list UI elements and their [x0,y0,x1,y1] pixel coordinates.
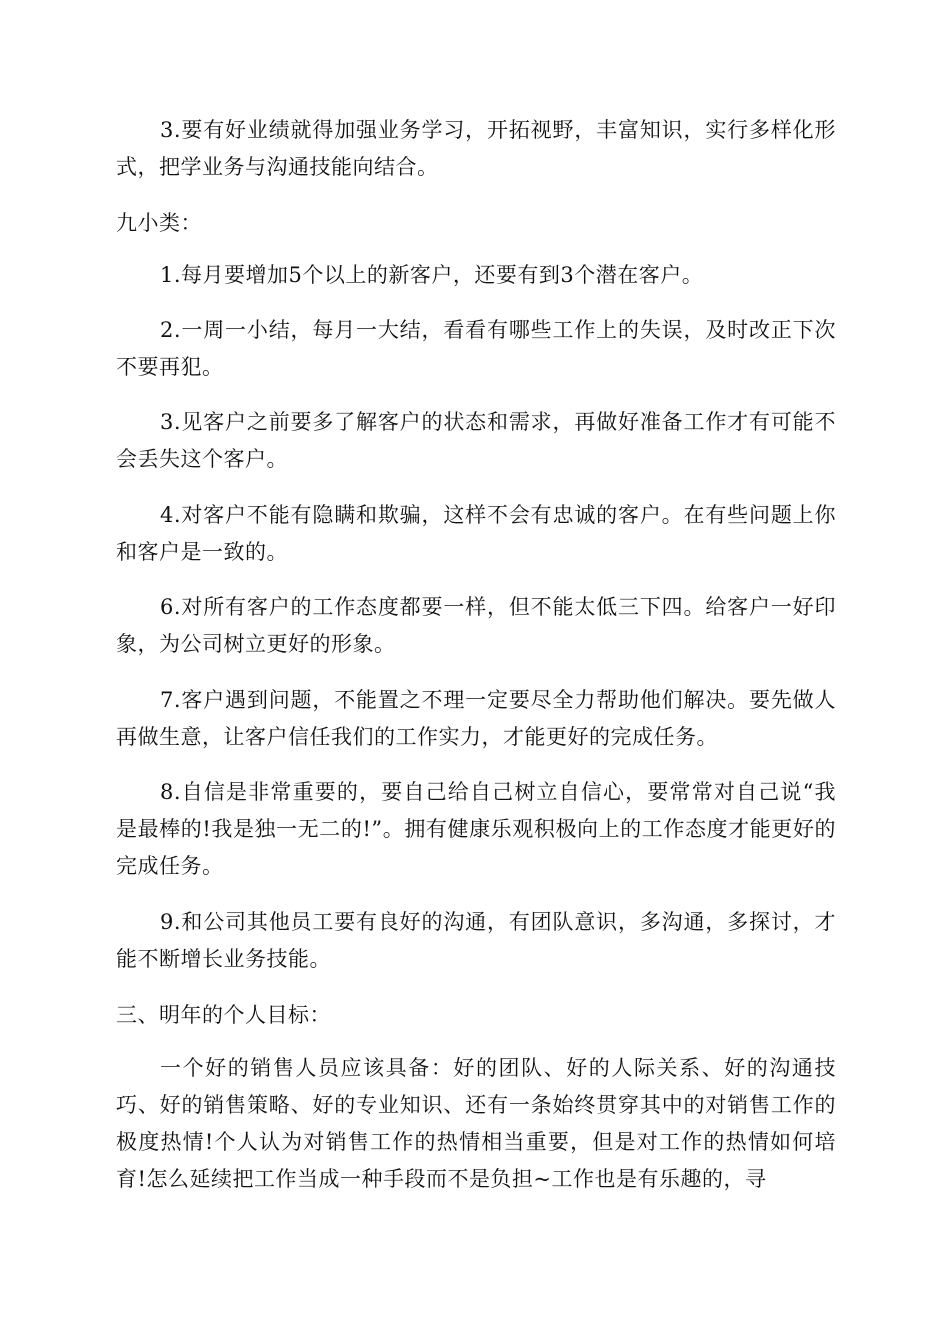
section-heading-next-year-goals: 三、明年的个人目标： [116,1003,331,1027]
paragraph-new-customers: 1.每月要增加5个以上的新客户，还要有到3个潜在客户。 [160,263,704,287]
paragraph-weekly-summary: 2.一周一小结，每月一大结，看看有哪些工作上的失误，及时改正下次不要再犯。 [116,318,836,379]
paragraph-honesty: 4.对客户不能有隐瞒和欺骗，这样不会有忠诚的客户。在有些问题上你和客户是一致的。 [116,503,836,564]
paragraph-confidence: 8.自信是非常重要的，要自己给自己树立自信心，要常常对自己说“我是最棒的!我是独一无二的!”。拥有健康乐观积极向上的工作态度才能更好的完成任务。 [116,780,836,878]
section-heading-nine-categories: 九小类： [116,211,202,235]
paragraph-teamwork: 9.和公司其他员工要有良好的沟通，有团队意识，多沟通，多探讨，才能不断增长业务技能。 [116,910,836,971]
paragraph-sales-qualities: 一个好的销售人员应该具备：好的团队、好的人际关系、好的沟通技巧、好的销售策略、好的专业知识、还有一条始终贯穿其中的对销售工作的极度热情!个人认为对销售工作的热情相当重要，但是对工作的热情如何培育!怎么延续把工作当成一种手段而不是负担~工作也是有乐趣的，寻 [116,1056,836,1191]
paragraph-study-goal: 3.要有好业绩就得加强业务学习，开拓视野，丰富知识，实行多样化形式，把学业务与沟通技能向结合。 [116,118,836,179]
paragraph-know-customer: 3.见客户之前要多了解客户的状态和需求，再做好准备工作才有可能不会丢失这个客户。 [116,410,836,471]
paragraph-help-customers: 7.客户遇到问题，不能置之不理一定要尽全力帮助他们解决。要先做人再做生意，让客户信任我们的工作实力，才能更好的完成任务。 [116,688,836,749]
paragraph-attitude: 6.对所有客户的工作态度都要一样，但不能太低三下四。给客户一好印象，为公司树立更好的形象。 [116,595,836,656]
